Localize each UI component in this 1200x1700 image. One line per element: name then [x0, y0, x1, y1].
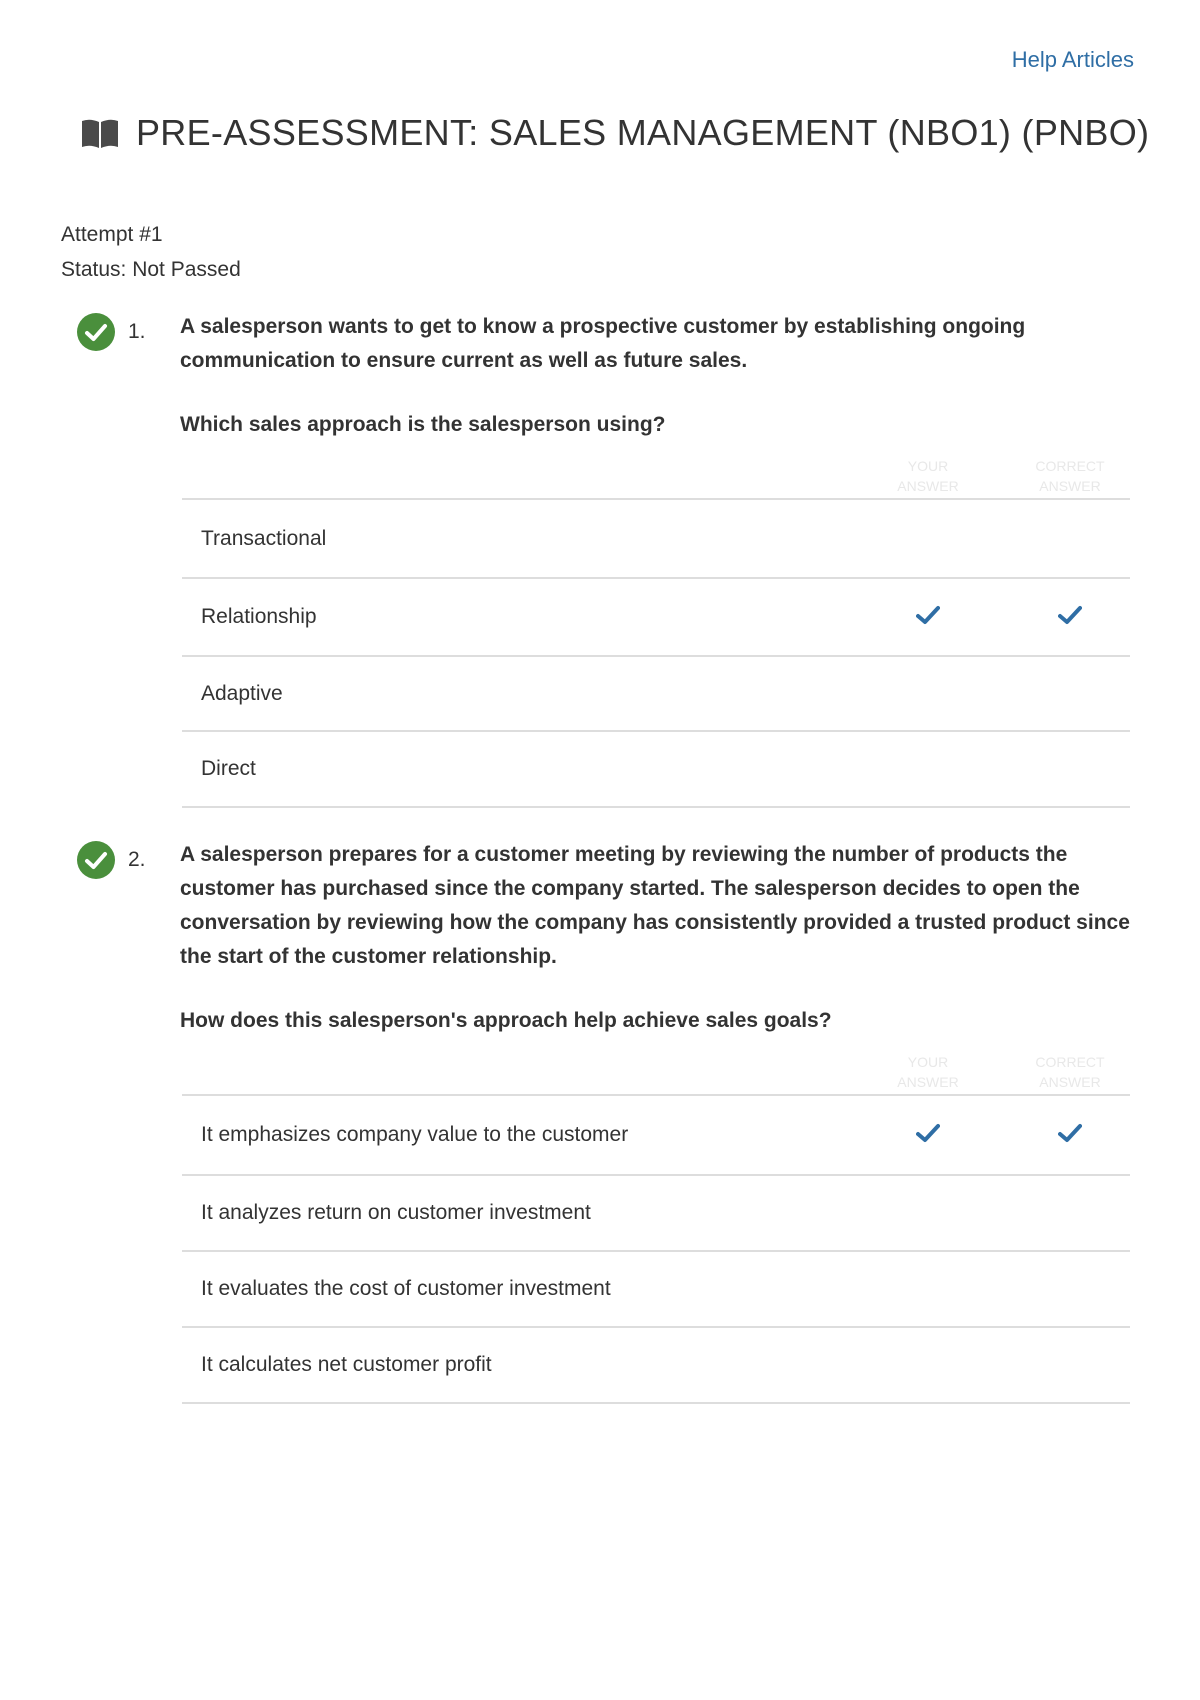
your-answer-checkmark-icon: [916, 605, 940, 625]
correct-answer-checkmark-icon: [1058, 1123, 1082, 1143]
correct-check-circle-icon: [76, 840, 116, 880]
answer-option-label: Adaptive: [201, 681, 283, 705]
answer-option: [182, 657, 1130, 732]
book-icon: [80, 116, 120, 150]
question-number: 2.: [128, 848, 146, 871]
help-articles-link[interactable]: Help Articles: [1011, 47, 1134, 72]
question-body: [180, 310, 1130, 808]
your-answer-checkmark-icon: [916, 1123, 940, 1143]
question-text: A salesperson wants to get to know a prospective customer by establishing ongoing communication to ensure current as well as future sales.: [180, 315, 1026, 372]
answer-option: [182, 1096, 1130, 1176]
question-prompt: Which sales approach is the salesperson using?: [180, 413, 666, 436]
correct-answer-column-label: CORRECT ANSWER: [1035, 458, 1105, 494]
question-text: A salesperson prepares for a customer meeting by reviewing the number of products the customer has purchased since the company started. The salesperson decides to open the conversation by reviewing how the company has consistently provided a trusted product since the start of the customer relationship.: [180, 843, 1130, 968]
correct-check-circle-icon: [76, 312, 116, 352]
question-number: 1.: [128, 320, 146, 343]
correct-answer-checkmark-icon: [1058, 605, 1082, 625]
your-answer-column-label: YOUR ANSWER: [897, 1054, 959, 1090]
page-title: PRE-ASSESSMENT: SALES MANAGEMENT (NBO1) (PNBO): [136, 112, 1150, 153]
answer-option: [182, 1176, 1130, 1252]
attempt-info: [61, 217, 241, 287]
question-prompt: How does this salesperson's approach help achieve sales goals?: [180, 1009, 832, 1032]
attempt-status: Status: Not Passed: [61, 258, 241, 281]
answer-option: [182, 579, 1130, 657]
correct-answer-column-label: CORRECT ANSWER: [1035, 1054, 1105, 1090]
page-header: [80, 112, 1149, 154]
answer-option: [182, 1328, 1130, 1404]
answer-option-label: It emphasizes company value to the customer: [201, 1123, 629, 1146]
answer-option-label: Direct: [201, 757, 256, 780]
answer-option-label: It analyzes return on customer investment: [201, 1201, 591, 1224]
question-body: [180, 838, 1130, 1404]
answer-option: [182, 1252, 1130, 1328]
answer-option: [182, 500, 1130, 579]
attempt-number: Attempt #1: [61, 223, 163, 246]
answer-column-header: [182, 1046, 1130, 1096]
answer-option-label: It evaluates the cost of customer investment: [201, 1277, 611, 1300]
answer-option-label: Transactional: [201, 526, 327, 550]
answer-option: [182, 732, 1130, 808]
answer-option-label: It calculates net customer profit: [201, 1353, 492, 1376]
your-answer-column-label: YOUR ANSWER: [897, 458, 959, 494]
answer-column-header: [182, 450, 1130, 500]
answer-option-label: Relationship: [201, 605, 317, 628]
